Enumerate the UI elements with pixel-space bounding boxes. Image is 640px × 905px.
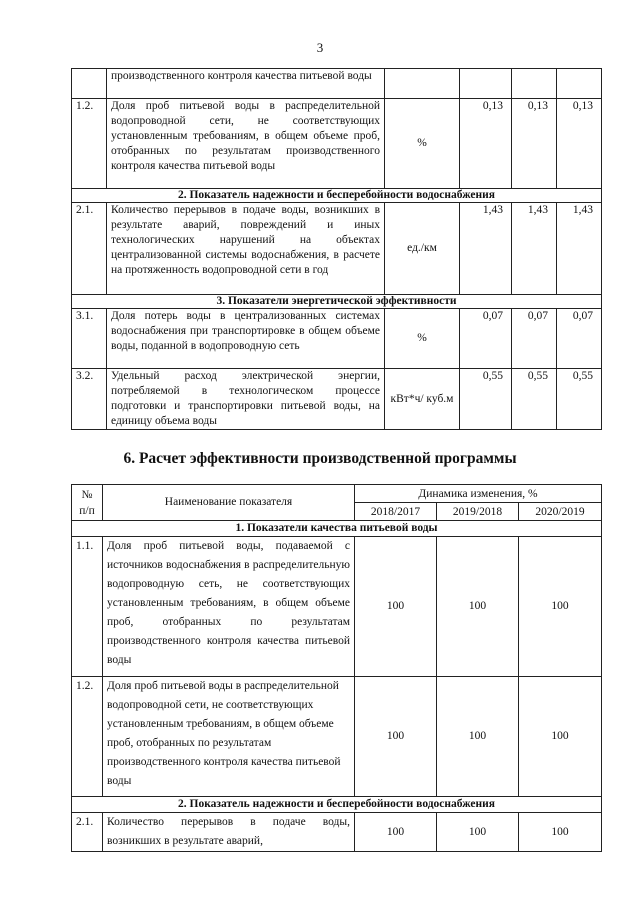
value-cell: 100 (519, 677, 602, 797)
section-title: 2. Показатель надежности и бесперебойности водоснабжения (72, 189, 602, 203)
value-cell: 100 (355, 813, 437, 852)
unit-cell: % (385, 309, 460, 369)
value-cell: 100 (437, 677, 519, 797)
value-cell: 100 (519, 813, 602, 852)
value-cell: 0,55 (557, 369, 602, 430)
value-cell: 0,07 (512, 309, 557, 369)
section-row (72, 521, 602, 537)
table-row (72, 677, 602, 797)
value-cell: 0,07 (557, 309, 602, 369)
value-cell: 100 (519, 537, 602, 677)
header-row (72, 485, 602, 503)
section-heading: 6. Расчет эффективности производственной программы (123, 450, 517, 467)
value-cell: 0,55 (460, 369, 512, 430)
indicators-table (71, 68, 602, 430)
row-index: 2.1. (72, 203, 107, 295)
page-number: 3 (316, 40, 324, 55)
value-cell: 0,07 (460, 309, 512, 369)
value-cell: 1,43 (460, 203, 512, 295)
indicator-name: Доля потерь воды в централизованных системах водоснабжения при транспортировке в общем объеме воды, поданной в водопроводную сеть (107, 309, 385, 369)
row-index: 3.2. (72, 369, 107, 430)
row-index: 3.1. (72, 309, 107, 369)
table-row (72, 537, 602, 677)
col-name-header: Наименование показателя (103, 485, 355, 521)
unit-cell: кВт*ч/ куб.м (385, 369, 460, 430)
value-cell: 100 (355, 537, 437, 677)
section-title: 1. Показатели качества питьевой воды (72, 521, 602, 537)
year-header: 2019/2018 (437, 503, 519, 521)
section-row (72, 797, 602, 813)
efficiency-table (71, 484, 602, 852)
table-row (72, 203, 602, 295)
unit-cell: ед./км (385, 203, 460, 295)
col-number-header: № п/п (72, 485, 103, 521)
value-cell: 100 (355, 677, 437, 797)
table-row (72, 99, 602, 189)
section-title: 3. Показатели энергетической эффективности (72, 295, 602, 309)
section-row (72, 295, 602, 309)
indicator-name: Количество перерывов в подаче воды, возникших в результате аварий, (103, 813, 355, 852)
year-header: 2018/2017 (355, 503, 437, 521)
value-cell: 0,13 (557, 99, 602, 189)
indicator-name: Удельный расход электрической энергии, потребляемой в технологическом процессе подготовки и транспортировки питьевой воды, на единицу объема воды (107, 369, 385, 430)
section-title: 2. Показатель надежности и бесперебойности водоснабжения (72, 797, 602, 813)
value-cell: 1,43 (557, 203, 602, 295)
row-index: 1.2. (72, 99, 107, 189)
value-cell: 0,55 (512, 369, 557, 430)
table-row (72, 69, 602, 99)
value-cell: 100 (437, 537, 519, 677)
indicator-name: производственного контроля качества питьевой воды (107, 69, 385, 99)
value-cell: 0,13 (512, 99, 557, 189)
table-row (72, 813, 602, 852)
table-row (72, 369, 602, 430)
indicator-name: Доля проб питьевой воды, подаваемой с источников водоснабжения в распределительную водопроводную сеть, не соответствующих установленным требованиям, в общем объеме проб, отобранных по результатам производственного контроля качества питьевой воды (103, 537, 355, 677)
row-index: 2.1. (72, 813, 103, 852)
row-index: 1.2. (72, 677, 103, 797)
table-row (72, 309, 602, 369)
value-cell: 100 (437, 813, 519, 852)
indicator-name: Доля проб питьевой воды в распределительной водопроводной сети, не соответствующих установленным требованиям, в общем объеме проб, отобранных по результатам производственного контроля качества питьевой воды (103, 677, 355, 797)
indicator-name: Количество перерывов в подаче воды, возникших в результате аварий, повреждений и иных технологических нарушений на объектах централизованной системы водоснабжения, в расчете на протяженность водопроводной сети в год (107, 203, 385, 295)
year-header: 2020/2019 (519, 503, 602, 521)
value-cell: 0,13 (460, 99, 512, 189)
section-row (72, 189, 602, 203)
indicator-name: Доля проб питьевой воды в распределительной водопроводной сети, не соответствующих установленным требованиям, в общем объеме проб, отобранных по результатам производственного контроля качества питьевой воды (107, 99, 385, 189)
value-cell: 1,43 (512, 203, 557, 295)
col-dynamics-header: Динамика изменения, % (355, 485, 602, 503)
row-index: 1.1. (72, 537, 103, 677)
unit-cell: % (385, 99, 460, 189)
